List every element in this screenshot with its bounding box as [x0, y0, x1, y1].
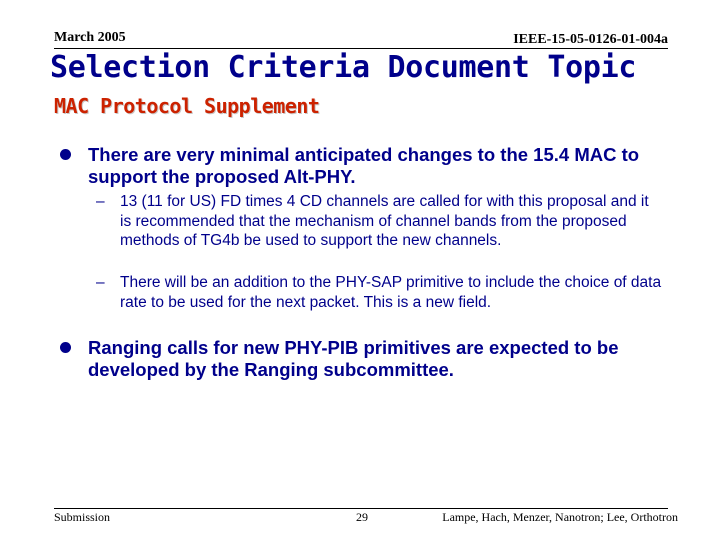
header-divider	[54, 48, 668, 49]
bullet-item-2	[58, 337, 678, 380]
bullet-text: Ranging calls for new PHY-PIB primitives are expected to be developed by the Ranging subcommittee.	[88, 337, 619, 380]
header-doc-id: IEEE-15-05-0126-01-004a	[513, 32, 668, 47]
sub-bullet-text: There will be an addition to the PHY-SAP primitive to include the choice of data rate to be used for the next packet. This is a new field.	[120, 274, 662, 311]
header-date: March 2005	[54, 30, 126, 45]
footer-submission: Submission	[54, 510, 111, 524]
sub-bullet-item-2	[96, 273, 662, 312]
footer-page-number: 29	[356, 510, 368, 524]
footer-divider	[54, 508, 668, 509]
bullet-dot-icon	[60, 149, 71, 160]
dash-icon: –	[96, 274, 105, 291]
sub-bullet-item-1	[96, 192, 662, 251]
dash-icon: –	[96, 193, 105, 210]
bullet-dot-icon	[60, 342, 71, 353]
bullet-text: There are very minimal anticipated changes to the 15.4 MAC to support the proposed Alt-PHY.	[88, 144, 640, 187]
sub-bullet-text: 13 (11 for US) FD times 4 CD channels are called for with this proposal and it is recommended that the mechanism of channel bands from the proposed methods of TG4b be used to support the new channels.	[120, 193, 649, 249]
bullet-item-1	[58, 144, 678, 187]
footer-authors: Lampe, Hach, Menzer, Nanotron; Lee, Orthotron	[442, 510, 678, 524]
slide-title: Selection Criteria Document Topic	[50, 50, 637, 85]
slide-subtitle: MAC Protocol Supplement	[54, 94, 320, 118]
